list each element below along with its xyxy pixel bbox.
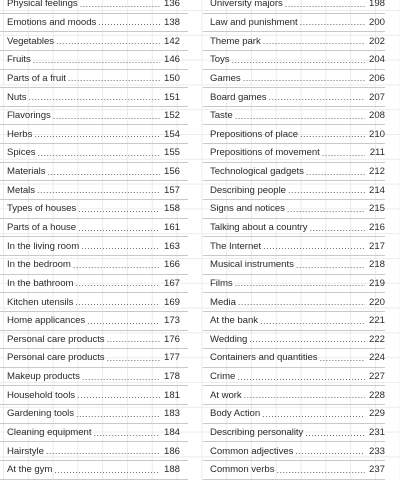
contents-entry — [203, 368, 385, 387]
dot-leader — [276, 465, 365, 475]
entry-page-number: 151 — [163, 91, 180, 103]
dot-leader — [310, 223, 365, 233]
entry-topic: Cleaning equipment — [7, 427, 92, 439]
entry-page-number: 142 — [163, 35, 180, 47]
dot-leader — [295, 446, 365, 456]
entry-topic: Kitchen utensils — [7, 296, 74, 308]
entry-topic: Theme park — [210, 35, 261, 47]
dot-leader — [37, 185, 160, 195]
entry-topic: Media — [210, 296, 236, 308]
entry-page-number: 206 — [368, 72, 385, 84]
contents-entry — [203, 405, 385, 424]
entry-page-number: 214 — [368, 184, 385, 196]
entry-page-number: 166 — [163, 259, 180, 271]
entry-topic: Materials — [7, 166, 46, 178]
entry-page-number: 173 — [163, 315, 180, 327]
entry-topic: Parts of a house — [7, 222, 77, 233]
dot-leader — [107, 353, 160, 363]
contents-entry — [0, 70, 188, 89]
entry-page-number: 158 — [163, 203, 180, 215]
dot-leader — [322, 148, 365, 158]
entry-topic: Flavorings — [7, 110, 51, 122]
contents-entry — [203, 88, 385, 107]
entry-topic: The Internet — [210, 240, 262, 252]
dot-leader — [243, 73, 365, 83]
contents-left-column — [0, 0, 188, 480]
contents-entry — [0, 368, 188, 387]
entry-page-number: 229 — [368, 408, 385, 420]
dot-leader — [87, 316, 160, 326]
contents-entry — [0, 51, 188, 70]
entry-topic: Films — [210, 277, 233, 289]
contents-entry — [203, 442, 385, 461]
contents-entry — [0, 312, 188, 331]
entry-page-number: 200 — [368, 16, 385, 28]
dot-leader — [53, 111, 160, 121]
dot-leader — [285, 0, 365, 9]
entry-page-number: 215 — [368, 203, 385, 215]
entry-topic: Crime — [210, 371, 236, 383]
entry-topic: Hairstyle — [7, 445, 44, 457]
entry-page-number: 218 — [368, 259, 385, 271]
contents-entry — [0, 256, 188, 275]
entry-topic: University majors — [210, 0, 283, 10]
entry-page-number: 136 — [163, 0, 180, 10]
dot-leader — [93, 428, 160, 438]
entry-topic: Fruits — [7, 54, 31, 66]
dot-leader — [232, 55, 365, 65]
contents-entry — [0, 32, 188, 51]
contents-entry — [0, 163, 188, 182]
entry-page-number: 167 — [163, 277, 180, 289]
entry-page-number: 157 — [163, 184, 180, 196]
dot-leader — [78, 204, 160, 214]
contents-entry — [203, 70, 385, 89]
entry-page-number: 216 — [368, 222, 385, 233]
entry-page-number: 198 — [368, 0, 385, 10]
dot-leader — [237, 372, 365, 382]
dot-leader — [78, 223, 160, 233]
entry-topic: At the gym — [7, 464, 53, 476]
dot-leader — [249, 334, 365, 344]
dot-leader — [29, 92, 160, 102]
entry-page-number: 183 — [163, 408, 180, 420]
entry-page-number: 217 — [368, 240, 385, 252]
entry-page-number: 181 — [163, 389, 180, 401]
contents-entry — [203, 107, 385, 126]
entry-page-number: 211 — [369, 147, 385, 159]
contents-entry — [0, 14, 188, 33]
entry-topic: Musical instruments — [210, 259, 294, 271]
entry-topic: Prepositions of place — [210, 128, 299, 140]
entry-topic: Toys — [210, 54, 230, 66]
contents-entry — [0, 144, 188, 163]
dot-leader — [260, 316, 365, 326]
contents-entry — [203, 237, 385, 256]
entry-page-number: 177 — [163, 352, 180, 364]
entry-topic: Personal care products — [7, 352, 105, 364]
entry-page-number: 220 — [368, 296, 385, 308]
dot-leader — [33, 55, 160, 65]
entry-topic: Law and punishment — [210, 16, 298, 28]
dot-leader — [306, 167, 365, 177]
entry-topic: Herbs — [7, 128, 33, 140]
entry-topic: In the living room — [7, 240, 80, 252]
contents-entry — [203, 275, 385, 294]
dot-leader — [107, 334, 160, 344]
contents-entry — [203, 181, 385, 200]
entry-topic: Nuts — [7, 91, 27, 103]
entry-page-number: 186 — [163, 445, 180, 457]
contents-entry — [203, 349, 385, 368]
entry-page-number: 146 — [163, 54, 180, 66]
contents-entry — [0, 275, 188, 294]
dot-leader — [305, 428, 365, 438]
dot-leader — [263, 36, 365, 46]
contents-right-column — [203, 0, 385, 480]
entry-page-number: 188 — [163, 464, 180, 476]
contents-entry — [203, 163, 385, 182]
entry-page-number: 161 — [163, 222, 180, 233]
dot-leader — [300, 129, 365, 139]
contents-entry — [203, 32, 385, 51]
entry-page-number: 156 — [163, 166, 180, 178]
entry-page-number: 212 — [368, 166, 385, 178]
entry-page-number: 152 — [163, 110, 180, 122]
entry-page-number: 208 — [368, 110, 385, 122]
dot-leader — [269, 92, 365, 102]
entry-topic: At work — [210, 389, 242, 401]
dot-leader — [77, 390, 160, 400]
dot-leader — [38, 148, 161, 158]
contents-entry — [0, 125, 188, 144]
entry-topic: Personal care products — [7, 333, 105, 345]
dot-leader — [235, 278, 365, 288]
dot-leader — [80, 0, 160, 9]
contents-entry — [203, 0, 385, 14]
entry-topic: Technological gadgets — [210, 166, 304, 178]
dot-leader — [98, 17, 160, 27]
contents-entry — [203, 51, 385, 70]
entry-page-number: 228 — [368, 389, 385, 401]
entry-topic: Metals — [7, 184, 35, 196]
entry-topic: Spices — [7, 147, 36, 159]
dot-leader — [73, 260, 160, 270]
contents-entry — [203, 200, 385, 219]
dot-leader — [235, 111, 365, 121]
entry-topic: Vegetables — [7, 35, 54, 47]
entry-page-number: 233 — [368, 445, 385, 457]
entry-topic: Home applicances — [7, 315, 86, 327]
contents-entry — [203, 219, 385, 238]
entry-page-number: 227 — [368, 371, 385, 383]
dot-leader — [300, 17, 365, 27]
entry-topic: Types of houses — [7, 203, 77, 215]
contents-entry — [0, 107, 188, 126]
entry-topic: Body Action — [210, 408, 261, 420]
contents-entry — [0, 0, 188, 14]
dot-leader — [46, 446, 160, 456]
contents-entry — [0, 219, 188, 238]
entry-page-number: 224 — [368, 352, 385, 364]
entry-page-number: 207 — [368, 91, 385, 103]
entry-page-number: 154 — [163, 128, 180, 140]
entry-page-number: 219 — [368, 277, 385, 289]
contents-entry — [203, 14, 385, 33]
entry-topic: In the bathroom — [7, 277, 74, 289]
contents-entry — [203, 461, 385, 480]
contents-entry — [0, 88, 188, 107]
dot-leader — [238, 297, 365, 307]
entry-page-number: 138 — [163, 16, 180, 28]
contents-entry — [0, 386, 188, 405]
dot-leader — [34, 129, 160, 139]
entry-topic: Games — [210, 72, 241, 84]
entry-topic: Makeup products — [7, 371, 80, 383]
entry-page-number: 202 — [368, 35, 385, 47]
entry-topic: Describing people — [210, 184, 286, 196]
entry-page-number: 204 — [368, 54, 385, 66]
contents-entry — [203, 386, 385, 405]
entry-topic: Prepositions of movement — [210, 147, 320, 159]
contents-entry — [0, 461, 188, 480]
dot-leader — [288, 185, 365, 195]
contents-entry — [203, 144, 385, 163]
dot-leader — [82, 372, 160, 382]
dot-leader — [47, 167, 160, 177]
entry-page-number: 155 — [163, 147, 180, 159]
entry-topic: At the bank — [210, 315, 258, 327]
entry-topic: Board games — [210, 91, 267, 103]
contents-entry — [0, 349, 188, 368]
dot-leader — [68, 73, 160, 83]
entry-page-number: 231 — [368, 427, 385, 439]
entry-topic: Describing personality — [210, 427, 304, 439]
entry-page-number: 221 — [368, 315, 385, 327]
dot-leader — [56, 36, 160, 46]
entry-page-number: 176 — [163, 333, 180, 345]
contents-entry — [0, 200, 188, 219]
entry-topic: Emotions and moods — [7, 16, 97, 28]
dot-leader — [75, 278, 160, 288]
contents-entry — [203, 424, 385, 443]
dot-leader — [75, 297, 160, 307]
contents-entry — [0, 405, 188, 424]
dot-leader — [54, 465, 160, 475]
entry-page-number: 150 — [163, 72, 180, 84]
contents-entry — [0, 331, 188, 350]
entry-page-number: 210 — [368, 128, 385, 140]
contents-entry — [203, 256, 385, 275]
entry-topic: Taste — [210, 110, 233, 122]
entry-page-number: 178 — [163, 371, 180, 383]
entry-page-number: 222 — [368, 333, 385, 345]
dot-leader — [76, 409, 160, 419]
contents-entry — [0, 442, 188, 461]
contents-entry — [0, 181, 188, 200]
entry-page-number: 163 — [163, 240, 180, 252]
entry-page-number: 237 — [368, 464, 385, 476]
contents-entry — [203, 293, 385, 312]
entry-topic: Common verbs — [210, 464, 275, 476]
contents-entry — [203, 312, 385, 331]
entry-topic: Common adjectives — [210, 445, 294, 457]
entry-topic: Gardening tools — [7, 408, 74, 420]
contents-entry — [203, 331, 385, 350]
dot-leader — [296, 260, 365, 270]
contents-entry — [203, 125, 385, 144]
contents-entry — [0, 424, 188, 443]
entry-topic: Signs and notices — [210, 203, 285, 215]
dot-leader — [263, 241, 365, 251]
entry-topic: Containers and quantities — [210, 352, 318, 364]
dot-leader — [244, 390, 365, 400]
dot-leader — [320, 353, 365, 363]
dot-leader — [262, 409, 365, 419]
dot-leader — [287, 204, 365, 214]
contents-entry — [0, 237, 188, 256]
entry-topic: Wedding — [210, 333, 248, 345]
entry-page-number: 184 — [163, 427, 180, 439]
entry-topic: Physical feelings — [7, 0, 78, 10]
contents-entry — [0, 293, 188, 312]
entry-topic: Talking about a country — [210, 222, 308, 233]
entry-topic: Household tools — [7, 389, 76, 401]
entry-topic: Parts of a fruit — [7, 72, 66, 84]
dot-leader — [81, 241, 160, 251]
entry-page-number: 169 — [163, 296, 180, 308]
entry-topic: In the bedroom — [7, 259, 71, 271]
